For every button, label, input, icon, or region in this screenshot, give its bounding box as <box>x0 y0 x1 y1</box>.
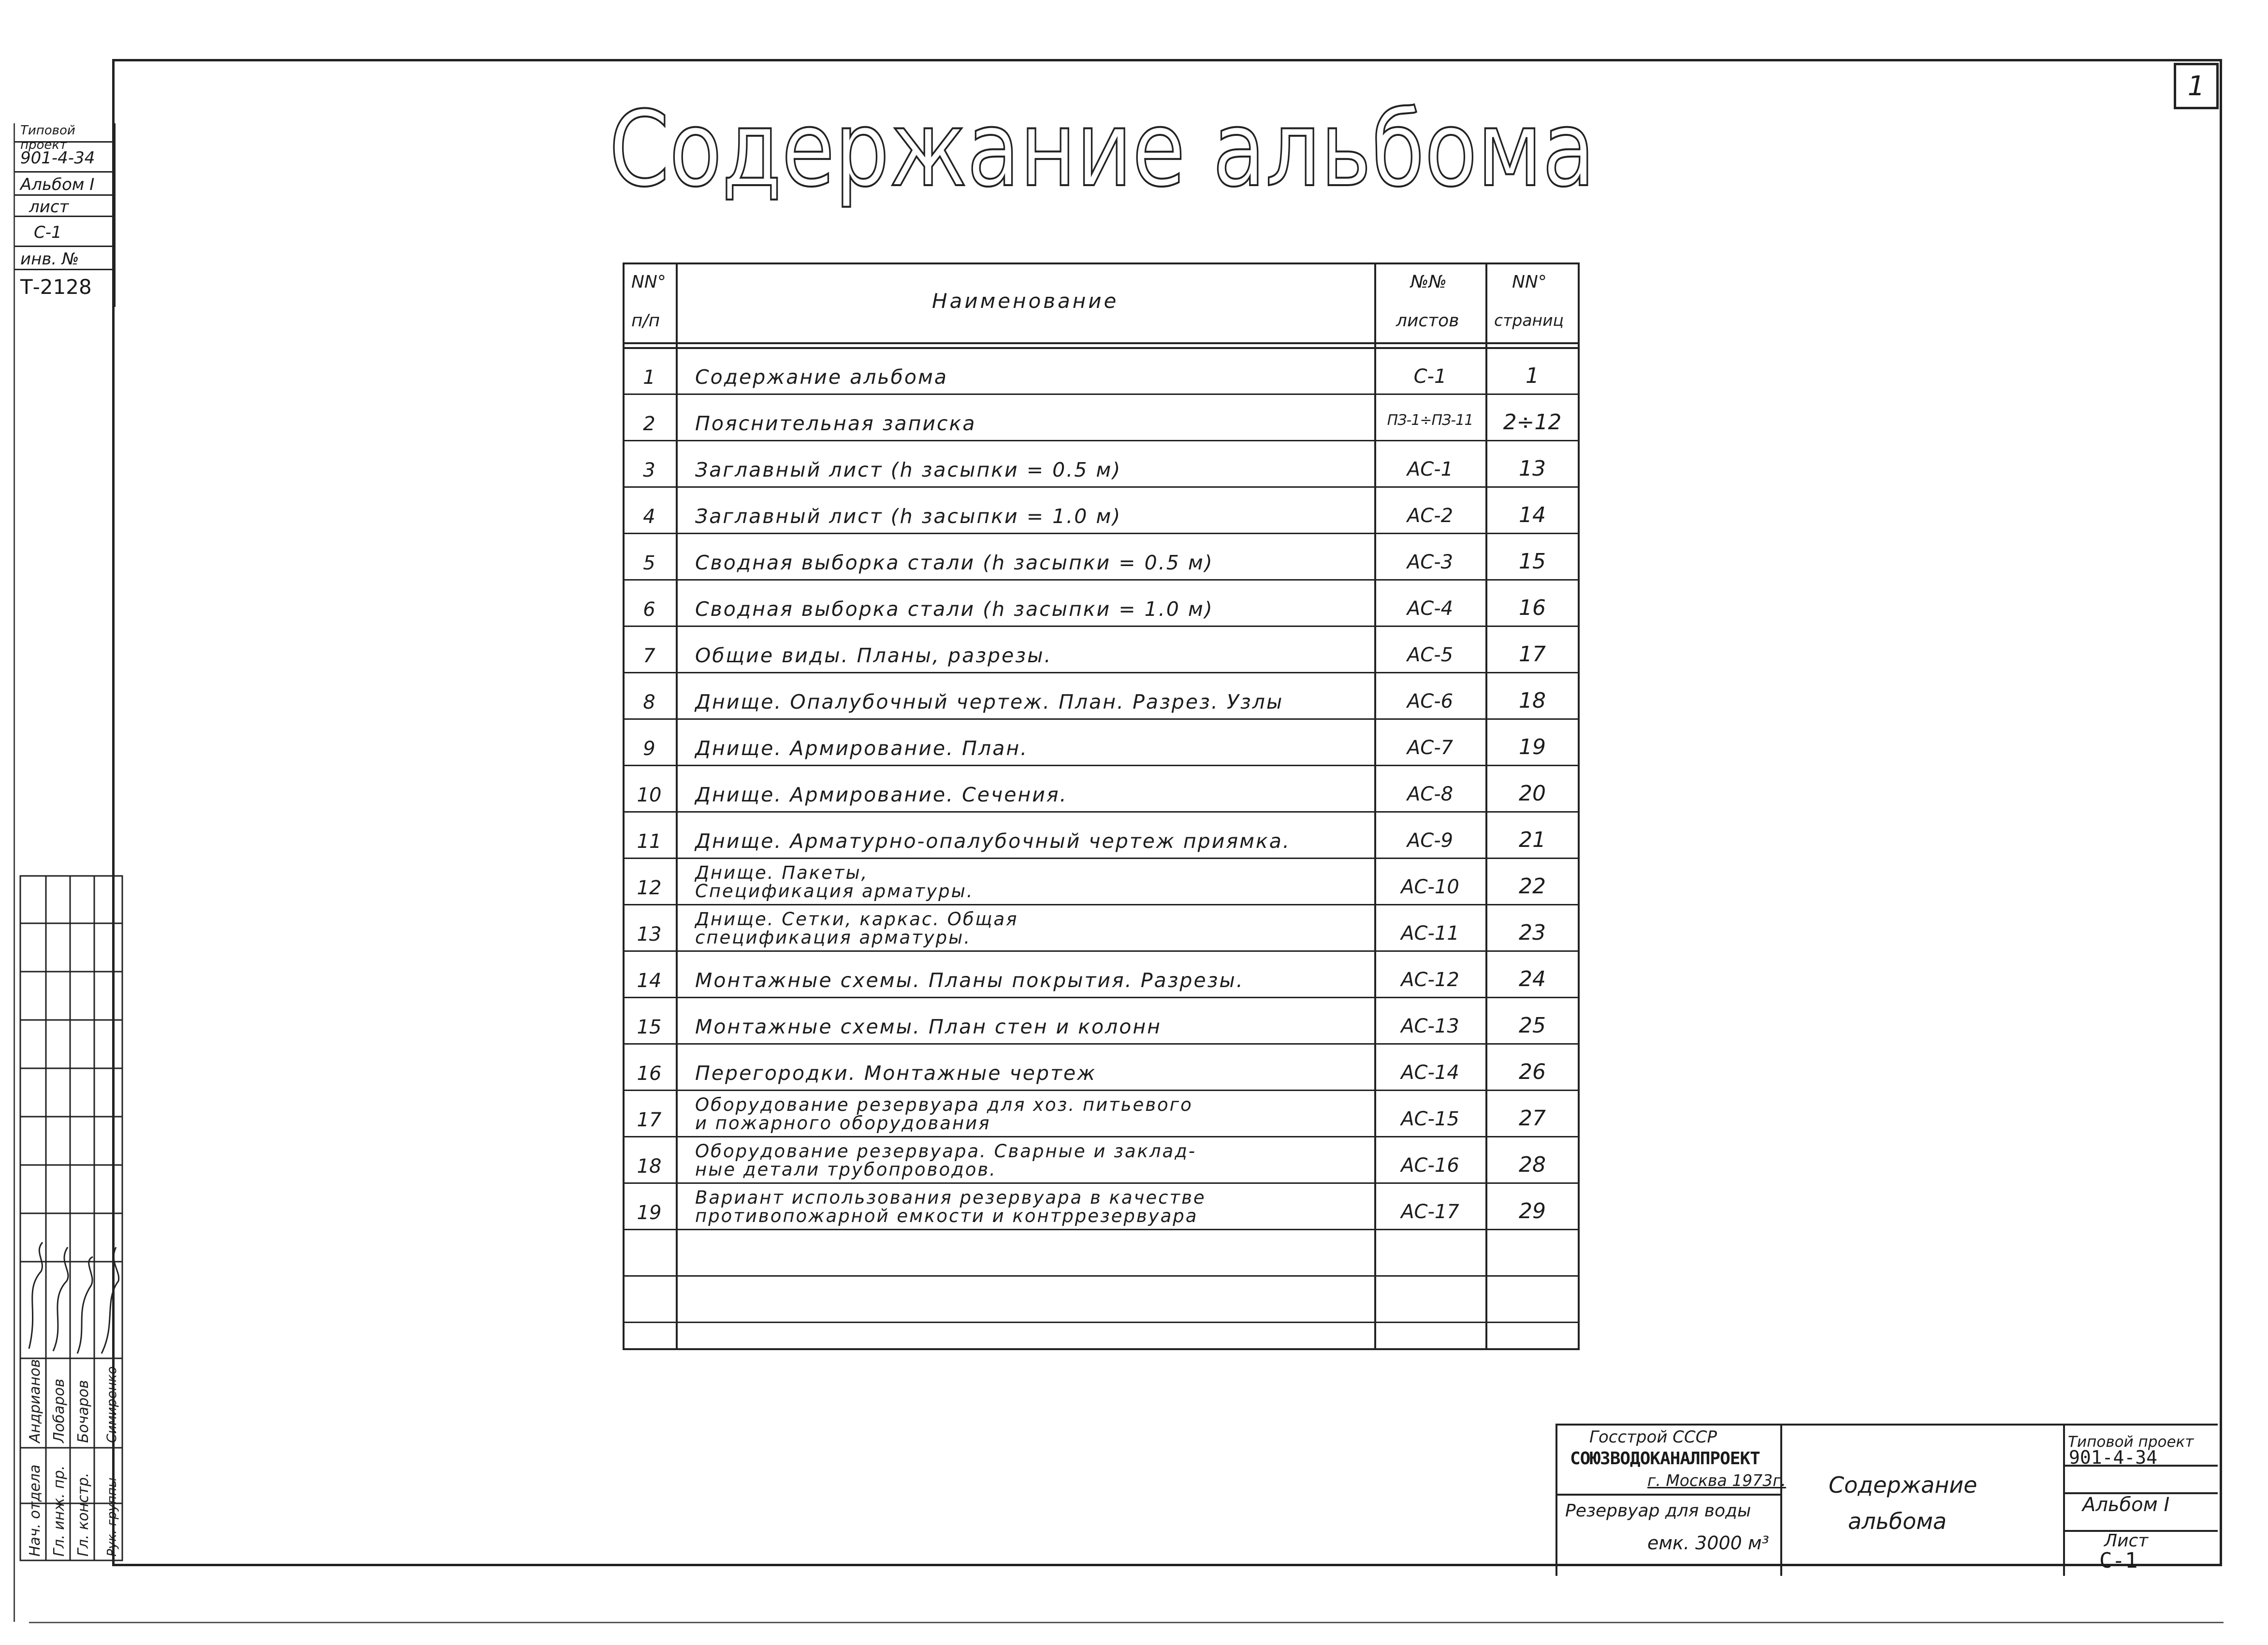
trim-line-left <box>14 123 15 1622</box>
row-page: 13 <box>1519 456 1546 481</box>
row-sheets: С-1 <box>1413 365 1447 388</box>
row-number: 17 <box>637 1109 662 1131</box>
row-number: 16 <box>637 1063 662 1085</box>
row-name: Монтажные схемы. План стен и колонн <box>695 1015 1162 1038</box>
tb-project-code: 901-4-34 <box>2069 1447 2158 1468</box>
row-page: 17 <box>1519 642 1546 667</box>
sig-name-4: Симиренко <box>104 1366 119 1443</box>
row-sheets: АС-7 <box>1407 737 1454 759</box>
doc-name-line2: альбома <box>1848 1508 1947 1534</box>
row-name-line1: Вариант использования резервуара в качестве <box>695 1187 1206 1208</box>
row-number: 12 <box>637 877 662 899</box>
row-sheets: АС-4 <box>1407 597 1454 620</box>
row-sheets: ПЗ-1÷ПЗ-11 <box>1387 412 1473 429</box>
row-sheets: АС-5 <box>1407 644 1454 666</box>
row-number: 19 <box>637 1202 662 1224</box>
row-number: 1 <box>643 366 655 389</box>
row-name-line1: Днище. Сетки, каркас. Общая <box>695 909 1018 930</box>
row-sheets: АС-16 <box>1401 1154 1459 1177</box>
row-sheets: АС-10 <box>1401 876 1459 898</box>
handwritten-signatures <box>29 1242 119 1354</box>
row-name: Сводная выборка стали (h засыпки = 1.0 м) <box>695 597 1214 621</box>
row-number: 13 <box>637 923 662 946</box>
row-sheets: АС-2 <box>1407 505 1454 527</box>
left-stamp-inv-number: Т-2128 <box>20 275 92 299</box>
row-name-line2: спецификация арматуры. <box>695 927 972 948</box>
left-stamp-album: Альбом I <box>15 174 114 196</box>
row-name-line1: Оборудование резервуара. Сварные и заклад- <box>695 1141 1197 1162</box>
row-sheets: АС-3 <box>1407 551 1454 573</box>
tb-sheet-code: С-1 <box>2099 1548 2138 1573</box>
row-number: 10 <box>637 784 662 806</box>
row-page: 23 <box>1519 920 1546 945</box>
signature-strip <box>19 875 123 1561</box>
sig-role-1: Нач. отдела <box>27 1464 44 1557</box>
row-page: 14 <box>1519 503 1546 527</box>
row-name-line2: противопожарной емкости и контррезервуара <box>695 1206 1198 1226</box>
row-number: 6 <box>643 598 655 621</box>
row-name: Днище. Арматурно-опалубочный чертеж приямка. <box>695 830 1291 853</box>
row-sheets: АС-6 <box>1407 690 1454 713</box>
row-number: 15 <box>637 1016 662 1038</box>
row-page: 20 <box>1519 781 1546 806</box>
row-name: Заглавный лист (h засыпки = 0.5 м) <box>695 458 1122 481</box>
left-stamp-sheet-label: лист <box>15 197 114 217</box>
trim-line <box>29 1622 2224 1623</box>
signature-grid <box>19 875 123 1561</box>
row-page: 29 <box>1519 1199 1546 1223</box>
row-name-line2: Спецификация арматуры. <box>695 881 974 902</box>
row-name: Общие виды. Планы, разрезы. <box>695 644 1052 667</box>
left-stamp-project-code: 901-4-34 <box>15 144 114 173</box>
row-page: 27 <box>1519 1106 1546 1131</box>
header-num-top: NN° <box>631 272 666 292</box>
row-sheets: АС-8 <box>1407 783 1454 805</box>
sig-role-4: Рук. группы <box>105 1477 119 1557</box>
org-name: СОЮЗВОДОКАНАЛПРОЕКТ <box>1570 1449 1760 1469</box>
sig-role-2: Гл. инж. пр. <box>51 1465 68 1557</box>
row-name: Заглавный лист (h засыпки = 1.0 м) <box>695 505 1122 528</box>
row-sheets: АС-13 <box>1401 1015 1459 1037</box>
row-number: 14 <box>637 970 662 992</box>
row-number: 5 <box>643 552 655 574</box>
sig-role-3: Гл. констр. <box>75 1472 92 1557</box>
row-name: Днище. Опалубочный чертеж. План. Разрез. Узлы <box>695 690 1284 713</box>
row-page: 1 <box>1526 364 1539 388</box>
row-number: 4 <box>643 506 655 528</box>
row-number: 8 <box>643 691 655 713</box>
row-page: 22 <box>1519 874 1546 899</box>
row-name: Днище. Армирование. Сечения. <box>695 783 1068 806</box>
row-number: 2 <box>643 413 655 435</box>
row-number: 18 <box>637 1155 662 1178</box>
sheet-number: 1 <box>2174 63 2219 109</box>
contents-table <box>623 262 1580 1350</box>
row-name: Перегородки. Монтажные чертеж <box>695 1062 1097 1085</box>
left-stamp-project-label: Типовой проект <box>15 123 114 143</box>
row-name-line1: Днище. Пакеты, <box>695 862 869 883</box>
row-number: 9 <box>643 738 655 760</box>
left-stamp-sheet-code: С-1 <box>15 218 114 247</box>
row-name: Сводная выборка стали (h засыпки = 0.5 м) <box>695 551 1214 574</box>
row-page: 26 <box>1519 1060 1546 1084</box>
tb-sheet-label: Лист <box>2104 1531 2149 1551</box>
header-pages-top: NN° <box>1512 272 1547 292</box>
header-num-bottom: п/п <box>631 311 660 331</box>
row-name: Монтажные схемы. Планы покрытия. Разрезы. <box>695 969 1244 992</box>
row-page: 15 <box>1519 549 1546 574</box>
row-name: Содержание альбома <box>695 365 948 389</box>
row-name-line2: ные детали трубопроводов. <box>695 1159 997 1180</box>
doc-name-line1: Содержание <box>1829 1472 1977 1498</box>
row-name: Днище. Армирование. План. <box>695 737 1029 760</box>
header-name: Наименование <box>932 289 1119 313</box>
org-city-year: г. Москва 1973г. <box>1647 1471 1787 1490</box>
row-page: 19 <box>1519 735 1546 759</box>
sig-name-3: Бочаров <box>75 1380 92 1443</box>
title-block <box>1556 1424 2218 1576</box>
row-name-line2: и пожарного оборудования <box>695 1113 991 1134</box>
row-page: 18 <box>1519 688 1546 713</box>
row-sheets: АС-15 <box>1401 1108 1459 1130</box>
row-sheets: АС-1 <box>1407 458 1454 480</box>
page-title-text: Содержание альбома <box>609 88 1595 210</box>
row-sheets: АС-9 <box>1407 830 1454 852</box>
object-capacity: емк. 3000 м³ <box>1647 1532 1769 1554</box>
row-page: 21 <box>1519 828 1546 852</box>
org-gosstroy: Госстрой СССР <box>1589 1427 1717 1447</box>
page-title <box>609 88 1595 210</box>
tb-album: Альбом I <box>2082 1494 2170 1516</box>
header-pages-bottom: страниц <box>1494 311 1564 330</box>
tb-project-label: Типовой проект <box>2068 1433 2194 1451</box>
row-name: Пояснительная записка <box>695 412 976 435</box>
row-number: 11 <box>637 830 662 853</box>
left-stamp <box>15 123 116 307</box>
row-page: 2÷12 <box>1503 410 1562 435</box>
row-sheets: АС-11 <box>1401 922 1459 945</box>
row-sheets: АС-12 <box>1401 969 1459 991</box>
row-page: 28 <box>1519 1152 1546 1177</box>
row-page: 16 <box>1519 596 1546 620</box>
row-sheets: АС-17 <box>1401 1201 1459 1223</box>
row-number: 7 <box>643 645 655 667</box>
header-sheets-top: №№ <box>1410 272 1447 292</box>
header-sheets-bottom: листов <box>1396 311 1459 331</box>
row-sheets: АС-14 <box>1401 1062 1459 1084</box>
sig-name-2: Лобаров <box>51 1379 68 1443</box>
sig-name-1: Андрианов <box>27 1359 44 1443</box>
row-page: 25 <box>1519 1013 1546 1038</box>
object-name: Резервуар для воды <box>1565 1501 1751 1521</box>
left-stamp-inv-label: инв. № <box>15 248 114 270</box>
row-page: 24 <box>1519 967 1546 991</box>
row-number: 3 <box>643 459 655 481</box>
row-name-line1: Оборудование резервуара для хоз. питьевого <box>695 1094 1193 1115</box>
